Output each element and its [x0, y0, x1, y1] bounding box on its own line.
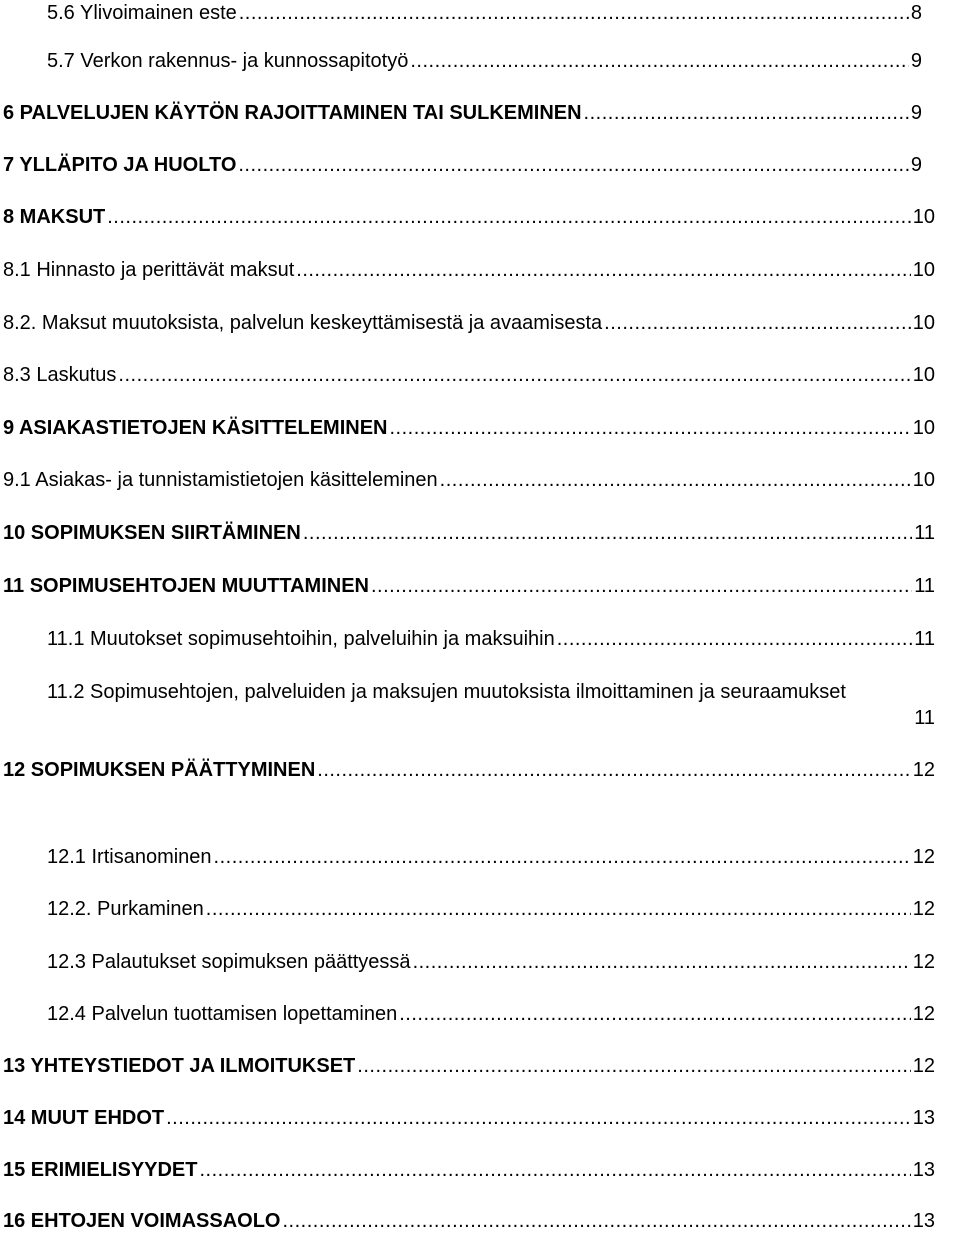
toc-entry-page: 10 — [912, 469, 935, 491]
dot-leader — [303, 524, 912, 542]
toc-entry-page: 13 — [912, 1210, 935, 1232]
toc-entry-page: 10 — [912, 364, 935, 386]
dot-leader — [282, 1212, 910, 1230]
toc-entry-9[interactable] — [3, 415, 935, 441]
dot-leader — [604, 314, 911, 332]
toc-entry-label: 8.1 Hinnasto ja perittävät maksut — [3, 259, 295, 281]
dot-leader — [390, 419, 911, 437]
toc-entry-12-2[interactable] — [47, 896, 935, 922]
toc-entry-label: 8.3 Laskutus — [3, 364, 117, 386]
toc-entry-11[interactable] — [3, 573, 935, 599]
toc-entry-12-3[interactable] — [47, 949, 935, 975]
toc-entry-page: 12 — [912, 1003, 935, 1025]
toc-entry-label: 8.2. Maksut muutoksista, palvelun keskeyttämisestä ja avaamisesta — [3, 312, 603, 334]
toc-entry-page: 12 — [912, 846, 935, 868]
toc-entry-page: 9 — [910, 154, 922, 176]
toc-entry-page: 9 — [910, 102, 922, 124]
dot-leader — [410, 52, 909, 70]
toc-entry-8-1[interactable] — [3, 257, 935, 283]
toc-entry-page: 11 — [914, 707, 935, 729]
toc-entry-15[interactable] — [3, 1157, 935, 1183]
toc-entry-label: 12.4 Palvelun tuottamisen lopettaminen — [47, 1003, 398, 1025]
toc-entry-16[interactable] — [3, 1208, 935, 1234]
toc-entry-10[interactable] — [3, 520, 935, 546]
toc-entry-label: 13 YHTEYSTIEDOT JA ILMOITUKSET — [3, 1055, 356, 1077]
toc-entry-label: 14 MUUT EHDOT — [3, 1107, 165, 1129]
toc-entry-12-1[interactable] — [47, 844, 935, 870]
dot-leader — [107, 208, 911, 226]
toc-entry-label: 11.1 Muutokset sopimusehtoihin, palveluihin ja maksuihin — [47, 628, 555, 650]
dot-leader — [200, 1161, 911, 1179]
toc-entry-label: 6 PALVELUJEN KÄYTÖN RAJOITTAMINEN TAI SULKEMINEN — [3, 102, 582, 124]
toc-entry-8[interactable] — [3, 204, 935, 230]
toc-entry-label: 10 SOPIMUKSEN SIIRTÄMINEN — [3, 522, 301, 544]
toc-entry-12-4[interactable] — [47, 1001, 935, 1027]
toc-entry-page: 11 — [914, 522, 935, 544]
toc-entry-page: 9 — [910, 50, 922, 72]
toc-entry-page: 12 — [912, 759, 935, 781]
toc-entry-label: 12 SOPIMUKSEN PÄÄTTYMINEN — [3, 759, 316, 781]
toc-entry-page: 12 — [912, 951, 935, 973]
toc-entry-page: 8 — [910, 2, 922, 24]
toc-entry-page: 12 — [912, 898, 935, 920]
toc-entry-page: 13 — [912, 1159, 935, 1181]
dot-leader — [371, 577, 912, 595]
toc-entry-8-2[interactable] — [3, 310, 935, 336]
dot-leader — [166, 1109, 911, 1127]
toc-entry-page: 10 — [912, 417, 935, 439]
toc-entry-label: 12.1 Irtisanominen — [47, 846, 212, 868]
toc-entry-page: 13 — [912, 1107, 935, 1129]
toc-entry-8-3[interactable] — [3, 362, 935, 388]
toc-entry-5-7[interactable] — [47, 48, 922, 74]
toc-entry-label: 12.2. Purkaminen — [47, 898, 204, 920]
toc-entry-label: 11.2 Sopimusehtojen, palveluiden ja maksujen muutoksista ilmoittaminen ja seuraamukset — [47, 681, 846, 703]
toc-entry-12[interactable] — [3, 757, 935, 783]
toc-entry-6[interactable] — [3, 100, 922, 126]
toc-entry-page: 11 — [914, 628, 935, 650]
dot-leader — [413, 953, 911, 971]
toc-entry-13[interactable] — [3, 1053, 935, 1079]
dot-leader — [214, 848, 911, 866]
toc-entry-label: 16 EHTOJEN VOIMASSAOLO — [3, 1210, 281, 1232]
toc-entry-label: 12.3 Palautukset sopimuksen päättyessä — [47, 951, 411, 973]
toc-entry-page: 11 — [914, 575, 935, 597]
toc-entry-5-6[interactable] — [47, 0, 922, 26]
dot-leader — [296, 261, 910, 279]
dot-leader — [399, 1005, 911, 1023]
toc-entry-page: 12 — [912, 1055, 935, 1077]
dot-leader — [557, 630, 913, 648]
toc-entry-label: 8 MAKSUT — [3, 206, 106, 228]
toc-entry-11-2[interactable] — [47, 679, 958, 705]
toc-entry-7[interactable] — [3, 152, 922, 178]
dot-leader — [118, 366, 910, 384]
toc-entry-page: 10 — [912, 259, 935, 281]
toc-entry-label: 9 ASIAKASTIETOJEN KÄSITTELEMINEN — [3, 417, 388, 439]
toc-entry-9-1[interactable] — [3, 467, 935, 493]
dot-leader — [238, 156, 909, 174]
toc-entry-label: 11 SOPIMUSEHTOJEN MUUTTAMINEN — [3, 575, 369, 597]
toc-entry-label: 7 YLLÄPITO JA HUOLTO — [3, 154, 237, 176]
toc-entry-label: 9.1 Asiakas- ja tunnistamistietojen käsitteleminen — [3, 469, 438, 491]
toc-entry-page: 10 — [912, 206, 935, 228]
toc-entry-label: 5.6 Ylivoimainen este — [47, 2, 237, 24]
dot-leader — [317, 761, 910, 779]
toc-entry-page: 10 — [912, 312, 935, 334]
dot-leader — [206, 900, 911, 918]
dot-leader — [440, 471, 911, 489]
toc-entry-14[interactable] — [3, 1105, 935, 1131]
dot-leader — [584, 104, 909, 122]
dot-leader — [239, 4, 909, 22]
toc-entry-label: 5.7 Verkon rakennus- ja kunnossapitotyö — [47, 50, 409, 72]
toc-entry-label: 15 ERIMIELISYYDET — [3, 1159, 198, 1181]
toc-entry-11-1[interactable] — [47, 626, 935, 652]
dot-leader — [357, 1057, 910, 1075]
